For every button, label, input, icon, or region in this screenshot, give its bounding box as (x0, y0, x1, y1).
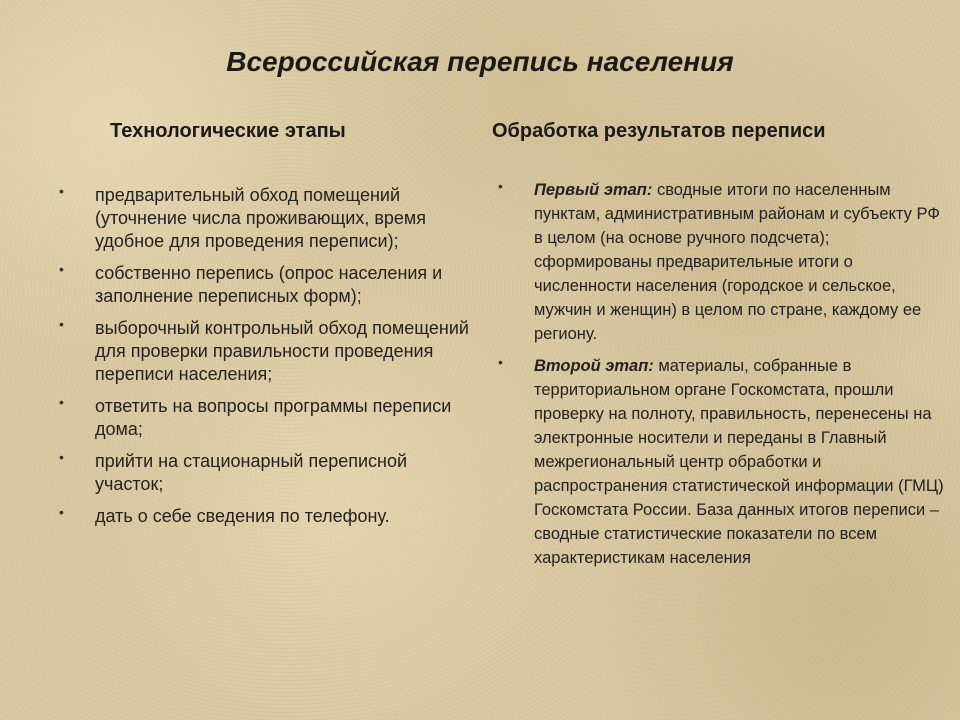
list-item (55, 505, 475, 528)
bullet-icon: • (59, 394, 64, 410)
bullet-icon: • (59, 261, 64, 277)
results-processing-list (494, 178, 944, 578)
list-item-text: собственно перепись (опрос населения и заполнение переписных форм); (95, 263, 443, 306)
bullet-icon: • (59, 183, 64, 199)
slide-title: Всероссийская перепись населения (226, 46, 734, 77)
list-item (55, 450, 475, 496)
list-item-text: выборочный контрольный обход помещений для проверки правильности проведения переписи населения; (95, 318, 469, 384)
second-stage-text: материалы, собранные в территориальном органе Госкомстата, прошли проверку на полноту, правильность, перенесены на электронные носители и переданы в Главный межрегиональный центр обработки и распространения статистической информации (ГМЦ) Госкомстата России. База данных итогов переписи – сводные статистические показатели по всем характеристикам населения (534, 357, 944, 567)
results-processing-heading: Обработка результатов переписи (492, 120, 826, 142)
list-item-text: дать о себе сведения по телефону. (95, 506, 390, 526)
bullet-icon: • (59, 449, 64, 465)
bullet-icon: • (59, 504, 64, 520)
bullet-icon: • (498, 178, 503, 194)
list-item (55, 184, 475, 253)
second-stage-label: Второй этап: (534, 357, 654, 375)
list-item (494, 178, 944, 346)
list-item-text: ответить на вопросы программы переписи дома; (95, 396, 452, 439)
technological-stages-heading: Технологические этапы (110, 120, 346, 142)
first-stage-text: сводные итоги по населенным пунктам, административным районам и субъекту РФ в целом (на основе ручного подсчета); сформированы предварительные итоги о численности населения (городское и сельское, мужчин и женщин) в целом по стране, каждому ее региону. (534, 181, 940, 343)
bullet-icon: • (498, 354, 503, 370)
list-item (55, 395, 475, 441)
technological-stages-list (55, 184, 475, 537)
first-stage-label: Первый этап: (534, 181, 653, 199)
list-item (494, 354, 944, 570)
list-item-text: прийти на стационарный переписной участок; (95, 451, 408, 494)
list-item (55, 317, 475, 386)
list-item-text: предварительный обход помещений (уточнение числа проживающих, время удобное для проведения переписи); (95, 185, 427, 251)
list-item (55, 262, 475, 308)
bullet-icon: • (59, 316, 64, 332)
